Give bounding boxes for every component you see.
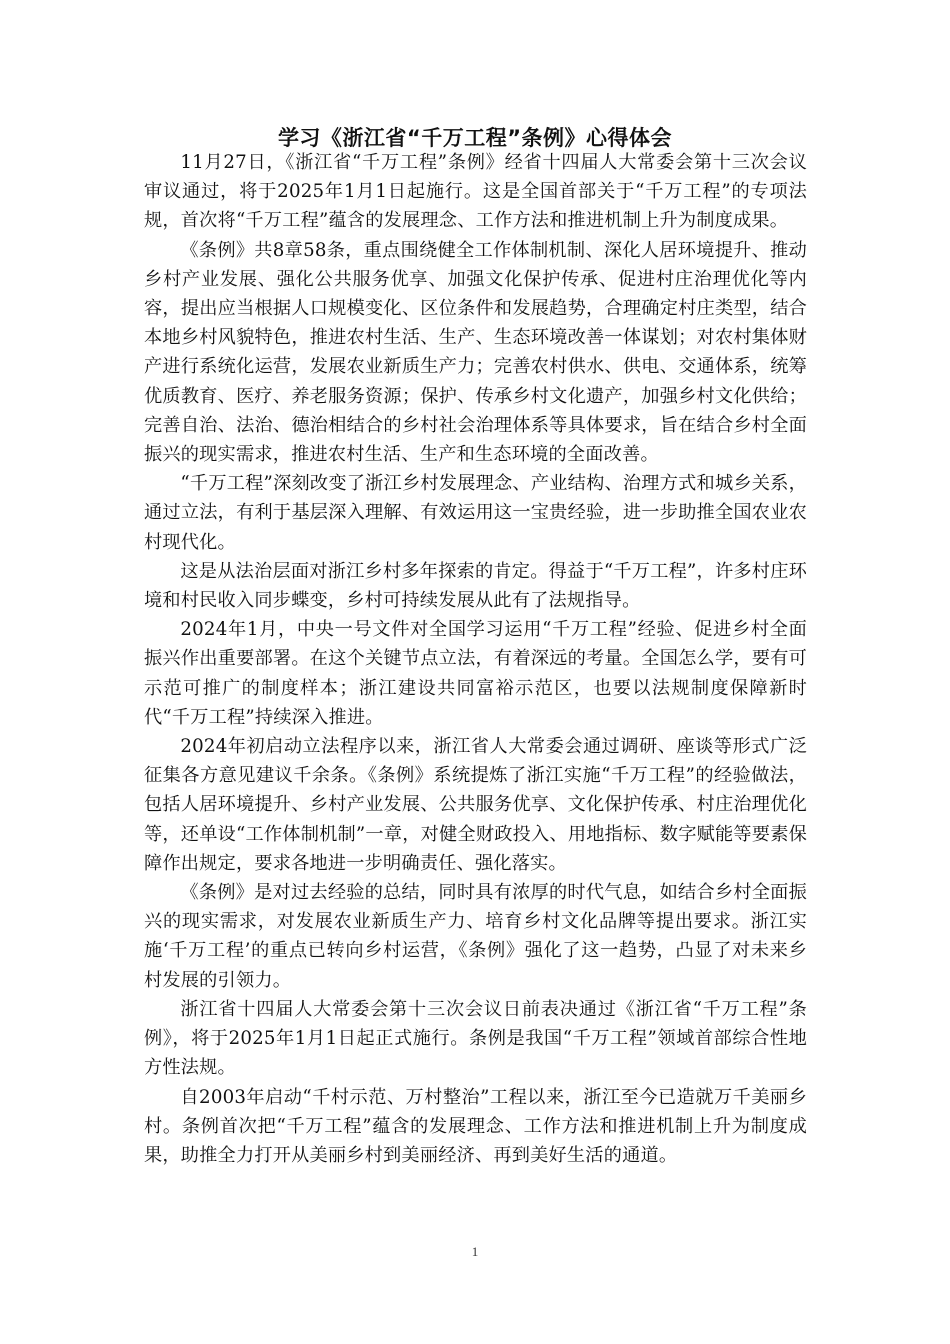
paragraph-6: 2024年初启动立法程序以来，浙江省人大常委会通过调研、座谈等形式广泛征集各方意见建议千余条。《条例》系统提炼了浙江实施“千万工程”的经验做法，包括人居环境提升、乡村产业发展、公共服务优享、文化保护传承、村庄治理优化等，还单设“工作体制机制”一章，对健全财政投入、用地指标、数字赋能等要素保障作出规定，要求各地进一步明确责任、强化落实。 (144, 736, 807, 874)
paragraph-1: 11月27日，《浙江省“千万工程”条例》经省十四届人大常委会第十三次会议审议通过，将于2025年1月1日起施行。这是全国首部关于“千万工程”的专项法规，首次将“千万工程”蕴含的发展理念、工作方法和推进机制上升为制度成果。 (144, 152, 807, 232)
page-number: 1 (471, 1244, 479, 1259)
paragraph-3: “千万工程”深刻改变了浙江乡村发展理念、产业结构、治理方式和城乡关系，通过立法，有利于基层深入理解、有效运用这一宝贵经验，进一步助推全国农业农村现代化。 (144, 473, 807, 553)
paragraph-2: 《条例》共8章58条，重点围绕健全工作体制机制、深化人居环境提升、推动乡村产业发展、强化公共服务优享、加强文化保护传承、促进村庄治理优化等内容，提出应当根据人口规模变化、区位条件和发展趋势，合理确定村庄类型，结合本地乡村风貌特色，推进农村生活、生产、生态环境改善一体谋划；对农村集体财产进行系统化运营，发展农业新质生产力；完善农村供水、供电、交通体系，统筹优质教育、医疗、养老服务资源；保护、传承乡村文化遗产，加强乡村文化供给；完善自治、法治、德治相结合的乡村社会治理体系等具体要求，旨在结合乡村全面振兴的现实需求，推进农村生活、生产和生态环境的全面改善。 (144, 239, 807, 466)
document-body (144, 148, 807, 1170)
paragraph-7: 《条例》是对过去经验的总结，同时具有浓厚的时代气息，如结合乡村全面振兴的现实需求，对发展农业新质生产力、培育乡村文化品牌等提出要求。浙江实施‘千万工程’的重点已转向乡村运营，《条例》强化了这一趋势，凸显了对未来乡村发展的引领力。 (144, 882, 807, 991)
paragraph-4: 这是从法治层面对浙江乡村多年探索的肯定。得益于“千万工程”，许多村庄环境和村民收入同步蝶变，乡村可持续发展从此有了法规指导。 (144, 560, 807, 612)
paragraph-5: 2024年1月，中央一号文件对全国学习运用“千万工程”经验、促进乡村全面振兴作出重要部署。在这个关键节点立法，有着深远的考量。全国怎么学，要有可示范可推广的制度样本；浙江建设共同富裕示范区，也要以法规制度保障新时代“千万工程”持续深入推进。 (144, 619, 807, 728)
paragraph-9: 自2003年启动“千村示范、万村整治”工程以来，浙江至今已造就万千美丽乡村。条例首次把“千万工程”蕴含的发展理念、工作方法和推进机制上升为制度成果，助推全力打开从美丽乡村到美丽经济、再到美好生活的通道。 (144, 1086, 807, 1166)
paragraph-8: 浙江省十四届人大常委会第十三次会议日前表决通过《浙江省“千万工程”条例》，将于2025年1月1日起正式施行。条例是我国“千万工程”领域首部综合性地方性法规。 (144, 998, 807, 1079)
page-title: 学习《浙江省“千万工程”条例》心得体会 (277, 126, 673, 150)
